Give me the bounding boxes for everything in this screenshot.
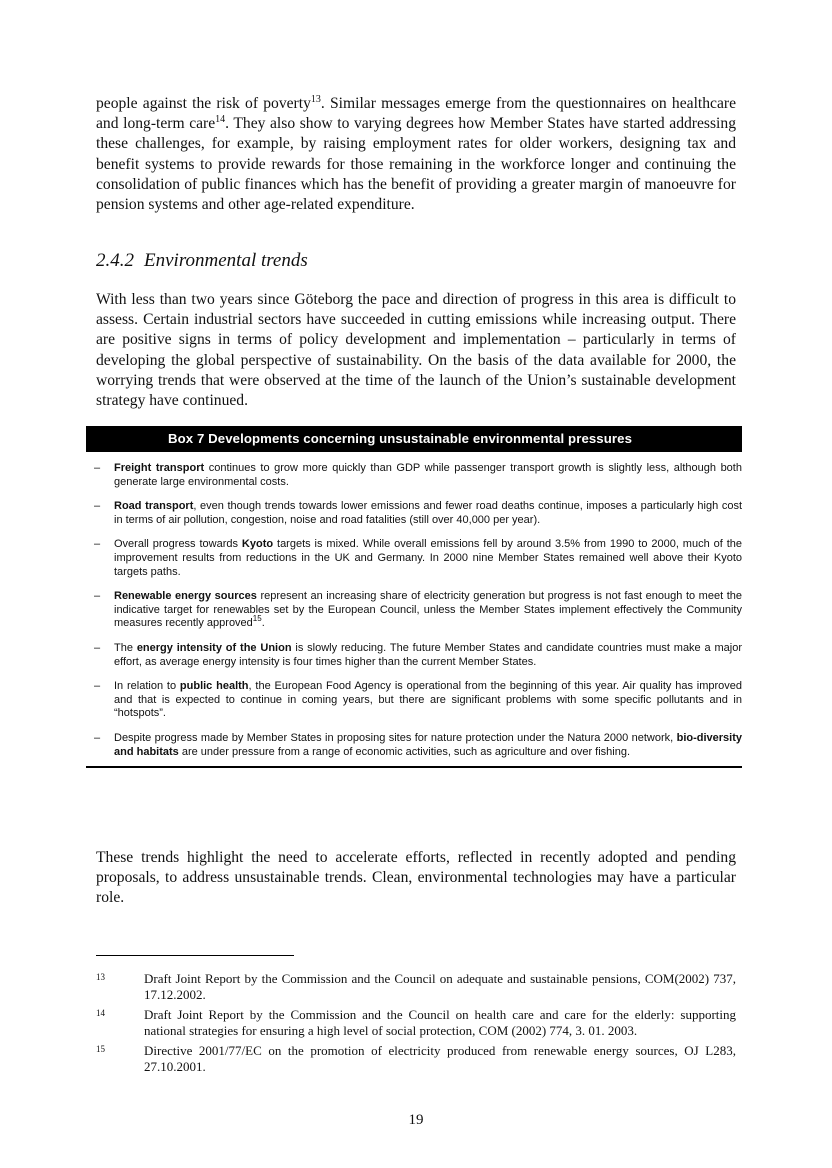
box-bullet-list <box>86 452 742 759</box>
section-title: Environmental trends <box>144 250 308 271</box>
bullet-keyword: Road transport <box>114 500 194 513</box>
list-item: – Despite progress made by Member States in proposing sites for nature protection under the Natura 2000 network, bio-diversity and habitats are under pressure from a range of economic activities, such as agriculture and over fishing. <box>94 731 742 758</box>
footnote-number: 14 <box>96 1008 105 1018</box>
list-item: – Renewable energy sources represent an increasing share of electricity generation but progress is not fast enough to meet the indicative target for renewables set by the European Council, unless the Member States implement effectively the Community measures recently approved$^{15}$. <box>94 590 742 630</box>
footnote-text: Directive 2001/77/EC on the promotion of electricity produced from renewable energy sources, OJ L283, 27.10.2001. <box>144 1043 736 1074</box>
bullet-keyword: bio-diversity and habitats <box>114 731 742 758</box>
footnotes <box>96 971 736 1079</box>
intro-text-2: . Similar messages emerge from the questionnaires on healthcare and long-term care <box>96 95 736 133</box>
bullet-keyword: public health <box>179 680 249 693</box>
footnote-13 <box>96 971 736 1003</box>
list-item: – Freight transport continues to grow more quickly than GDP while passenger transport growth is slightly less, although both generate large environmental costs. <box>94 462 742 488</box>
intro-text-1: people against the risk of poverty <box>96 95 311 112</box>
environment-paragraph: With less than two years since Göteborg the pace and direction of progress in this area is difficult to assess. Certain industrial sectors have succeeded in cutting emissions while increasing output. There are positive signs in terms of policy development and implementation – particularly in terms of developing the global perspective of sustainability. On the basis of the data available for 2000, the worrying trends that were observed at the time of the launch of the Union’s sustainable development strategy have continued. <box>96 291 736 410</box>
bullet-dash: – <box>94 462 101 474</box>
section-number: 2.4.2 <box>96 250 134 271</box>
footnote-text: Draft Joint Report by the Commission and the Council on adequate and sustainable pensions, COM(2002) 737, 17.12.2002. <box>144 971 736 1002</box>
section-heading <box>96 250 308 272</box>
list-item: – The energy intensity of the Union is slowly reducing. The future Member States and candidate countries must make a major effort, as average energy intensity is four times higher than the current Member States. <box>94 641 742 668</box>
list-item: – In relation to public health, the European Food Agency is operational from the beginning of this year. Air quality has improved and that is expected to continue in coming years, but there are significant problems with some specific pollutants and in “hotspots”. <box>94 680 743 720</box>
footnote-ref-14[interactable]: 14 <box>215 114 226 126</box>
footnote-text: Draft Joint Report by the Commission and the Council on health care and care for the elderly: supporting national strategies for ensuring a high level of social protection, COM (2002) 774, 3. 01. 2003. <box>144 1007 736 1038</box>
footnote-number: 15 <box>96 1044 105 1054</box>
footnote-number: 13 <box>96 972 105 982</box>
bullet-dash: – <box>94 590 101 603</box>
conclusion-paragraph: These trends highlight the need to accelerate efforts, reflected in recently adopted and pending proposals, to address unsustainable trends. Clean, environmental technologies may have a particular role. <box>96 849 736 907</box>
footnote-15 <box>96 1043 736 1075</box>
bullet-dash: – <box>94 500 101 513</box>
bullet-keyword: Freight transport <box>114 462 205 474</box>
bullet-dash: – <box>94 680 101 693</box>
bullet-keyword: energy intensity of the Union <box>136 641 292 654</box>
bullet-keyword: Kyoto <box>241 538 274 551</box>
footnote-14 <box>96 1007 736 1039</box>
intro-paragraph <box>96 94 736 215</box>
footnote-divider <box>96 955 294 956</box>
page-number: 19 <box>408 1112 424 1128</box>
intro-text-3: . They also show to varying degrees how Member States have started addressing these challenges, for example, by raising employment rates for older workers, designing tax and benefit systems to provide rewards for those remaining in the workforce longer and continuing the consolidation of public finances which has the benefit of providing a greater margin of manoeuvre for pension systems and other age-related expenditure. <box>96 115 736 214</box>
bullet-dash: – <box>94 538 101 551</box>
box-bottom-rule <box>86 766 742 768</box>
list-item: – Overall progress towards Kyoto targets is mixed. While overall emissions fell by around 3.5% from 1990 to 2000, much of the improvement results from reductions in the UK and Germany. In 2000 nine Member States remained well above their Kyoto targets paths. <box>94 538 743 578</box>
bullet-dash: – <box>94 641 101 654</box>
footnote-ref-13[interactable]: 13 <box>310 94 321 105</box>
bullet-keyword: Renewable energy sources <box>114 590 257 603</box>
box-title: Box 7 Developments concerning unsustainable environmental pressures <box>86 426 742 452</box>
footnote-ref-15[interactable]: 15 <box>252 614 262 624</box>
list-item: – Road transport, even though trends towards lower emissions and fewer road deaths continue, imposes a particularly high cost in terms of air pollution, congestion, noise and road fatalities (still over 40,000 per year). <box>94 500 742 526</box>
bullet-dash: – <box>94 731 101 744</box>
box-7 <box>86 426 742 768</box>
